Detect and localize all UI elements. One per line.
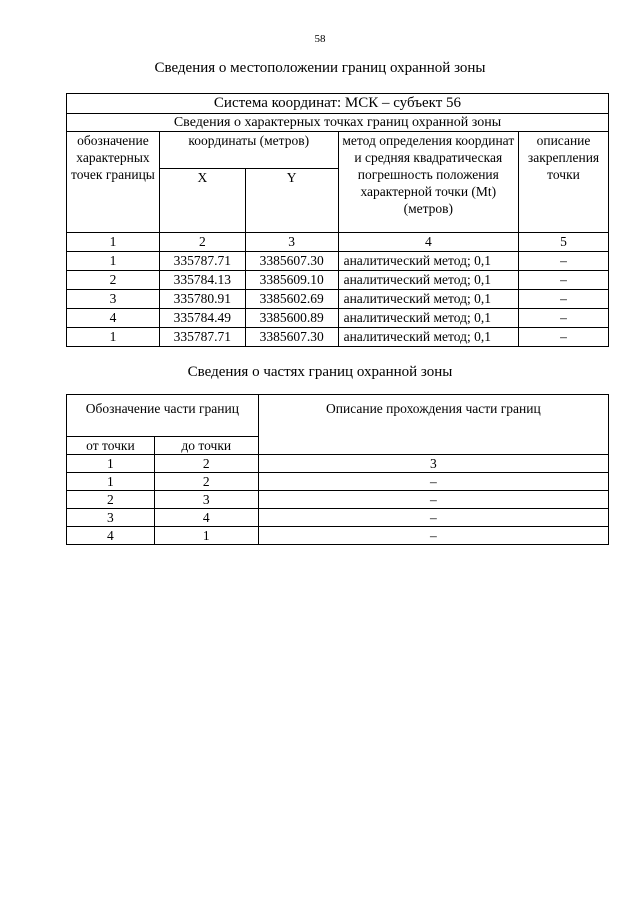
method: аналитический метод; 0,1 [338, 309, 518, 328]
header-from-point: от точки [67, 437, 155, 455]
header-fixation: описание закрепления точки [519, 132, 609, 233]
part-description: – [258, 509, 608, 527]
fixation: – [519, 271, 609, 290]
from-point: 2 [67, 491, 155, 509]
to-point: 1 [154, 527, 258, 545]
coord-x: 335780.91 [159, 290, 245, 309]
header-x: X [159, 169, 245, 233]
heading-location: Сведения о местоположении границ охранной зоны [154, 60, 486, 76]
column-number: 3 [258, 455, 608, 473]
parts-table [66, 394, 609, 545]
header-part-designation: Обозначение части границ [67, 395, 259, 437]
method: аналитический метод; 0,1 [338, 328, 518, 347]
column-number: 1 [67, 455, 155, 473]
table-row [67, 309, 609, 328]
method: аналитический метод; 0,1 [338, 252, 518, 271]
page-number: 58 [314, 33, 326, 45]
point-id: 1 [67, 328, 160, 347]
header-designation: обозначение характерных точек границы [67, 132, 160, 233]
table-row [67, 328, 609, 347]
to-point: 3 [154, 491, 258, 509]
table-row [67, 252, 609, 271]
to-point: 2 [154, 473, 258, 491]
coord-y: 3385602.69 [245, 290, 338, 309]
part-description: – [258, 473, 608, 491]
table-row [67, 491, 609, 509]
point-id: 2 [67, 271, 160, 290]
header-part-description: Описание прохождения части границ [258, 395, 608, 455]
column-number: 4 [338, 233, 518, 252]
fixation: – [519, 252, 609, 271]
header-to-point: до точки [154, 437, 258, 455]
point-id: 3 [67, 290, 160, 309]
table-row [67, 473, 609, 491]
to-point: 4 [154, 509, 258, 527]
table-row [67, 527, 609, 545]
coord-y: 3385609.10 [245, 271, 338, 290]
fixation: – [519, 290, 609, 309]
coord-y: 3385600.89 [245, 309, 338, 328]
column-number: 2 [159, 233, 245, 252]
fixation: – [519, 328, 609, 347]
coord-y: 3385607.30 [245, 328, 338, 347]
fixation: – [519, 309, 609, 328]
part-description: – [258, 491, 608, 509]
method: аналитический метод; 0,1 [338, 290, 518, 309]
column-number: 5 [519, 233, 609, 252]
from-point: 4 [67, 527, 155, 545]
header-y: Y [245, 169, 338, 233]
header-method: метод определения координат и средняя квадратическая погрешность положения характерной точки (Mt) (метров) [338, 132, 518, 233]
table-row [67, 290, 609, 309]
point-id: 4 [67, 309, 160, 328]
table-row [67, 271, 609, 290]
from-point: 3 [67, 509, 155, 527]
points-table [66, 93, 609, 347]
coord-x: 335784.13 [159, 271, 245, 290]
column-number: 1 [67, 233, 160, 252]
section-title: Сведения о характерных точках границ охранной зоны [67, 114, 609, 132]
coord-x: 335787.71 [159, 252, 245, 271]
coord-x: 335784.49 [159, 309, 245, 328]
header-coordinates: координаты (метров) [159, 132, 338, 169]
heading-parts: Сведения о частях границ охранной зоны [187, 364, 453, 380]
method: аналитический метод; 0,1 [338, 271, 518, 290]
coord-x: 335787.71 [159, 328, 245, 347]
point-id: 1 [67, 252, 160, 271]
coord-system-title: Система координат: МСК – субъект 56 [67, 94, 609, 114]
column-number: 3 [245, 233, 338, 252]
coord-y: 3385607.30 [245, 252, 338, 271]
table-row [67, 509, 609, 527]
from-point: 1 [67, 473, 155, 491]
part-description: – [258, 527, 608, 545]
column-number: 2 [154, 455, 258, 473]
